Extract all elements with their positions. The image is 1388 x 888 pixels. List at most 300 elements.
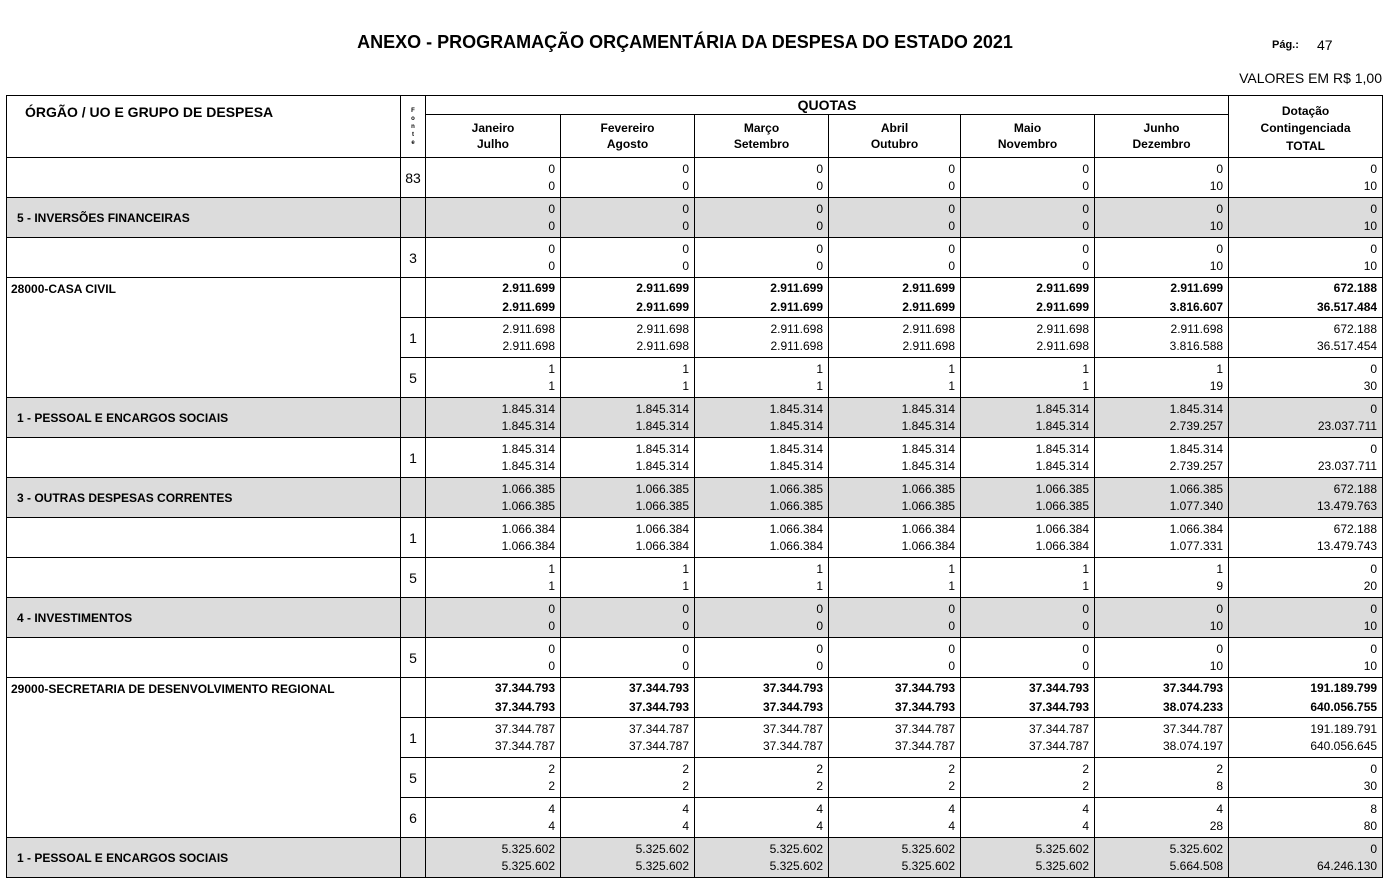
- value-top: 2: [548, 761, 555, 776]
- value-top: 2.911.699: [636, 280, 689, 295]
- value-bottom: 5.325.602: [769, 858, 823, 873]
- value-top: 37.344.787: [1162, 721, 1224, 736]
- fonte-letter: F: [411, 107, 415, 114]
- value-top: 1: [816, 361, 823, 376]
- quota-cell: [426, 158, 561, 198]
- month-top: Maio: [1013, 121, 1042, 135]
- value-top: 1: [548, 561, 555, 576]
- value-top: 0: [548, 241, 555, 256]
- value-bottom: 37.344.787: [494, 738, 555, 753]
- value-bottom: 37.344.793: [894, 699, 955, 714]
- quota-cell: [695, 198, 829, 238]
- value-top: 0: [1370, 601, 1378, 616]
- value-top: 672.188: [1333, 481, 1378, 496]
- row-label-empty: [7, 358, 401, 398]
- value-bottom: 3.816.607: [1169, 299, 1224, 314]
- quota-cell: [961, 758, 1095, 798]
- quota-cell: [426, 558, 561, 598]
- quota-cell: [695, 798, 829, 838]
- value-top: 4: [816, 801, 823, 816]
- value-top: 0: [682, 161, 689, 176]
- value-top: 0: [816, 161, 823, 176]
- header-month-1: [426, 115, 561, 158]
- value-top: 37.344.793: [494, 680, 555, 695]
- value-top: 2.911.698: [1170, 321, 1224, 336]
- value-bottom: 19: [1209, 378, 1224, 393]
- value-bottom: 1: [1082, 378, 1089, 393]
- quota-cell: [426, 398, 561, 438]
- value-top: 0: [948, 601, 955, 616]
- value-bottom: 5.664.508: [1169, 858, 1224, 873]
- month-bottom: Outubro: [870, 137, 919, 151]
- value-bottom: 2.911.699: [1036, 299, 1089, 314]
- row-fonte: 5: [401, 638, 426, 678]
- value-bottom: 10: [1363, 178, 1378, 193]
- quota-cell: [426, 198, 561, 238]
- value-bottom: 30: [1363, 778, 1378, 793]
- month-bottom: Setembro: [733, 137, 790, 151]
- value-bottom: 1.066.385: [901, 498, 955, 513]
- row-fonte: [401, 598, 426, 638]
- value-top: 0: [1216, 641, 1224, 656]
- value-bottom: 1: [816, 378, 823, 393]
- value-top: 1.066.384: [901, 521, 955, 536]
- row-label-empty: [7, 158, 401, 198]
- quota-cell: [695, 558, 829, 598]
- value-bottom: 0: [816, 658, 823, 673]
- quota-cell: [426, 638, 561, 678]
- budget-table: [6, 95, 1383, 878]
- value-bottom: 10: [1363, 658, 1378, 673]
- table-row: [7, 318, 1383, 358]
- value-top: 4: [1216, 801, 1224, 816]
- value-top: 1: [548, 361, 555, 376]
- quota-cell: [829, 798, 961, 838]
- row-label: 5 - INVERSÕES FINANCEIRAS: [7, 198, 401, 238]
- table-row: [7, 438, 1383, 478]
- quota-cell: [1095, 838, 1229, 878]
- quota-cell: [961, 198, 1095, 238]
- value-top: 0: [1216, 601, 1224, 616]
- page-number: 47: [1317, 37, 1333, 53]
- header-month-2: [561, 115, 695, 158]
- value-bottom: 2.911.698: [902, 338, 955, 353]
- value-top: 2.911.699: [1036, 280, 1089, 295]
- row-fonte: 5: [401, 558, 426, 598]
- value-bottom: 1.845.314: [769, 418, 823, 433]
- quota-cell: [561, 518, 695, 558]
- quota-cell: [1095, 798, 1229, 838]
- value-top: 5.325.602: [769, 841, 823, 856]
- dotacao-cell: [1229, 358, 1383, 398]
- value-bottom: 2: [682, 778, 689, 793]
- header-fonte: [401, 96, 426, 158]
- page-label: Pág.:: [1272, 39, 1299, 51]
- value-bottom: 2.911.698: [502, 338, 555, 353]
- dotacao-cell: [1229, 798, 1383, 838]
- quota-cell: [695, 238, 829, 278]
- value-bottom: 4: [548, 818, 555, 833]
- value-bottom: 37.344.793: [762, 699, 823, 714]
- value-top: 1.066.384: [635, 521, 689, 536]
- quota-cell: [961, 638, 1095, 678]
- value-bottom: 0: [548, 618, 555, 633]
- quota-cell: [961, 278, 1095, 318]
- value-top: 0: [1082, 161, 1089, 176]
- quota-cell: [961, 318, 1095, 358]
- value-bottom: 80: [1363, 818, 1378, 833]
- value-top: 0: [548, 601, 555, 616]
- quota-cell: [1095, 198, 1229, 238]
- value-bottom: 2.911.698: [770, 338, 823, 353]
- value-top: 2.911.698: [1036, 321, 1089, 336]
- month-bottom: Novembro: [997, 137, 1058, 151]
- value-top: 5.325.602: [635, 841, 689, 856]
- value-top: 2: [816, 761, 823, 776]
- row-fonte: 5: [401, 358, 426, 398]
- value-top: 1: [682, 361, 689, 376]
- value-bottom: 2.911.699: [902, 299, 955, 314]
- row-fonte: 1: [401, 318, 426, 358]
- value-top: 672.188: [1333, 521, 1378, 536]
- value-bottom: 0: [682, 258, 689, 273]
- value-bottom: 2.911.698: [636, 338, 689, 353]
- value-top: 2.911.698: [902, 321, 955, 336]
- value-top: 0: [948, 161, 955, 176]
- quota-cell: [961, 358, 1095, 398]
- value-bottom: 2: [816, 778, 823, 793]
- quota-cell: [561, 478, 695, 518]
- value-bottom: 28: [1209, 818, 1224, 833]
- quota-cell: [961, 838, 1095, 878]
- value-bottom: 8: [1216, 778, 1224, 793]
- value-top: 1.066.385: [501, 481, 555, 496]
- value-bottom: 37.344.793: [1028, 699, 1089, 714]
- table-row: [7, 398, 1383, 438]
- quota-cell: [561, 678, 695, 718]
- table-row: [7, 838, 1383, 878]
- value-bottom: 0: [948, 218, 955, 233]
- value-bottom: 1.845.314: [1035, 458, 1089, 473]
- value-bottom: 2.911.699: [636, 299, 689, 314]
- value-top: 0: [1370, 641, 1378, 656]
- dotacao-cell: [1229, 438, 1383, 478]
- quota-cell: [829, 318, 961, 358]
- quota-cell: [695, 758, 829, 798]
- table-row: [7, 158, 1383, 198]
- value-bottom: 38.074.197: [1162, 738, 1224, 753]
- quota-cell: [426, 238, 561, 278]
- value-bottom: 5.325.602: [901, 858, 955, 873]
- row-fonte: 6: [401, 798, 426, 838]
- quota-cell: [1095, 278, 1229, 318]
- row-label-empty: [7, 798, 401, 838]
- quota-cell: [961, 158, 1095, 198]
- value-top: 0: [1370, 841, 1378, 856]
- value-top: 1.066.384: [1169, 521, 1224, 536]
- value-top: 0: [548, 161, 555, 176]
- value-bottom: 0: [948, 258, 955, 273]
- value-top: 37.344.787: [494, 721, 555, 736]
- value-top: 0: [948, 201, 955, 216]
- row-label-empty: [7, 438, 401, 478]
- quota-cell: [561, 198, 695, 238]
- quota-cell: [961, 678, 1095, 718]
- quota-cell: [695, 638, 829, 678]
- quota-cell: [1095, 598, 1229, 638]
- table-row: [7, 798, 1383, 838]
- value-top: 2.911.698: [636, 321, 689, 336]
- value-bottom: 2: [1082, 778, 1089, 793]
- value-bottom: 0: [1082, 258, 1089, 273]
- value-top: 0: [682, 241, 689, 256]
- quota-cell: [829, 518, 961, 558]
- value-top: 1.845.314: [1035, 441, 1089, 456]
- value-top: 0: [1216, 161, 1224, 176]
- value-top: 1.845.314: [901, 401, 955, 416]
- table-row: [7, 598, 1383, 638]
- quota-cell: [426, 478, 561, 518]
- value-top: 37.344.787: [762, 721, 823, 736]
- dotacao-cell: [1229, 758, 1383, 798]
- value-top: 37.344.787: [894, 721, 955, 736]
- header-month-6: [1095, 115, 1229, 158]
- quota-cell: [695, 358, 829, 398]
- quota-cell: [1095, 318, 1229, 358]
- value-top: 0: [1370, 201, 1378, 216]
- fonte-letter: n: [411, 123, 415, 130]
- value-bottom: 2.911.699: [502, 299, 555, 314]
- dotacao-cell: [1229, 238, 1383, 278]
- value-top: 0: [1082, 241, 1089, 256]
- quota-cell: [1095, 438, 1229, 478]
- value-top: 4: [682, 801, 689, 816]
- value-top: 4: [1082, 801, 1089, 816]
- value-top: 37.344.793: [894, 680, 955, 695]
- quota-cell: [561, 318, 695, 358]
- row-fonte: 3: [401, 238, 426, 278]
- row-label: 4 - INVESTIMENTOS: [7, 598, 401, 638]
- quota-cell: [1095, 158, 1229, 198]
- quota-cell: [426, 598, 561, 638]
- value-top: 1.845.314: [635, 401, 689, 416]
- quota-cell: [829, 598, 961, 638]
- value-bottom: 23.037.711: [1317, 418, 1378, 433]
- value-bottom: 1.066.384: [769, 538, 823, 553]
- value-bottom: 36.517.454: [1316, 338, 1378, 353]
- quota-cell: [561, 598, 695, 638]
- quota-cell: [426, 518, 561, 558]
- value-top: 2.911.699: [1170, 280, 1224, 295]
- header-dotacao: [1229, 96, 1383, 158]
- value-bottom: 37.344.793: [628, 699, 689, 714]
- value-bottom: 64.246.130: [1316, 858, 1378, 873]
- quota-cell: [561, 358, 695, 398]
- value-bottom: 0: [682, 618, 689, 633]
- dotacao-cell: [1229, 478, 1383, 518]
- table-row: [7, 358, 1383, 398]
- value-top: 5.325.602: [901, 841, 955, 856]
- currency-note: VALORES EM R$ 1,00: [1239, 70, 1382, 86]
- value-top: 1.845.314: [635, 441, 689, 456]
- value-top: 1.845.314: [901, 441, 955, 456]
- value-bottom: 10: [1363, 618, 1378, 633]
- value-bottom: 0: [682, 218, 689, 233]
- value-bottom: 0: [682, 658, 689, 673]
- quota-cell: [561, 798, 695, 838]
- quota-cell: [695, 398, 829, 438]
- quota-cell: [561, 638, 695, 678]
- dotacao-cell: [1229, 638, 1383, 678]
- table-row: [7, 478, 1383, 518]
- value-bottom: 1.845.314: [635, 458, 689, 473]
- quota-cell: [829, 238, 961, 278]
- dotacao-line: Dotação: [1281, 104, 1330, 118]
- row-label-empty: [7, 238, 401, 278]
- value-top: 8: [1370, 801, 1378, 816]
- value-bottom: 13.479.763: [1316, 498, 1378, 513]
- row-fonte: [401, 278, 426, 318]
- value-top: 0: [682, 601, 689, 616]
- row-fonte: 1: [401, 518, 426, 558]
- value-bottom: 1: [816, 578, 823, 593]
- quota-cell: [1095, 478, 1229, 518]
- value-bottom: 5.325.602: [501, 858, 555, 873]
- value-top: 0: [1082, 601, 1089, 616]
- value-bottom: 2.911.699: [770, 299, 823, 314]
- quota-cell: [426, 798, 561, 838]
- value-top: 2.911.699: [902, 280, 955, 295]
- value-bottom: 10: [1209, 178, 1224, 193]
- value-top: 1.066.385: [1169, 481, 1224, 496]
- quota-cell: [961, 478, 1095, 518]
- value-bottom: 23.037.711: [1317, 458, 1378, 473]
- row-label-empty: [7, 758, 401, 798]
- quota-cell: [695, 438, 829, 478]
- quota-cell: [829, 198, 961, 238]
- quota-cell: [829, 758, 961, 798]
- value-top: 1.066.384: [769, 521, 823, 536]
- value-top: 1.845.314: [1169, 401, 1224, 416]
- month-top: Abril: [880, 121, 909, 135]
- value-bottom: 1: [1082, 578, 1089, 593]
- quota-cell: [426, 278, 561, 318]
- quota-cell: [561, 158, 695, 198]
- quota-cell: [561, 278, 695, 318]
- value-top: 0: [816, 601, 823, 616]
- value-top: 1.845.314: [769, 401, 823, 416]
- value-bottom: 4: [682, 818, 689, 833]
- row-label-empty: [7, 638, 401, 678]
- value-bottom: 2.739.257: [1169, 418, 1224, 433]
- value-top: 0: [1216, 201, 1224, 216]
- value-bottom: 4: [816, 818, 823, 833]
- row-fonte: [401, 678, 426, 718]
- value-bottom: 0: [948, 658, 955, 673]
- quota-cell: [426, 438, 561, 478]
- value-top: 1.066.385: [1035, 481, 1089, 496]
- dotacao-cell: [1229, 518, 1383, 558]
- value-top: 1.845.314: [1035, 401, 1089, 416]
- quota-cell: [1095, 678, 1229, 718]
- row-label-empty: [7, 318, 401, 358]
- row-fonte: [401, 478, 426, 518]
- header-month-3: [695, 115, 829, 158]
- value-top: 0: [1370, 161, 1378, 176]
- value-top: 0: [1082, 641, 1089, 656]
- value-top: 1.845.314: [501, 401, 555, 416]
- value-top: 1: [1082, 361, 1089, 376]
- quota-cell: [1095, 758, 1229, 798]
- row-fonte: 5: [401, 758, 426, 798]
- quota-cell: [561, 238, 695, 278]
- value-bottom: 1.845.314: [769, 458, 823, 473]
- quota-cell: [829, 358, 961, 398]
- value-bottom: 10: [1209, 258, 1224, 273]
- quota-cell: [561, 718, 695, 758]
- value-top: 37.344.787: [1028, 721, 1089, 736]
- value-bottom: 1.066.384: [901, 538, 955, 553]
- quota-cell: [961, 558, 1095, 598]
- value-bottom: 1: [948, 378, 955, 393]
- value-top: 2.911.699: [502, 280, 555, 295]
- value-bottom: 1: [682, 578, 689, 593]
- quota-cell: [829, 558, 961, 598]
- value-top: 672.188: [1333, 280, 1378, 295]
- value-bottom: 1.845.314: [501, 458, 555, 473]
- quota-cell: [961, 798, 1095, 838]
- value-bottom: 37.344.787: [628, 738, 689, 753]
- month-bottom: Dezembro: [1132, 137, 1191, 151]
- value-top: 0: [1370, 761, 1378, 776]
- value-bottom: 1.845.314: [635, 418, 689, 433]
- value-bottom: 0: [816, 178, 823, 193]
- row-fonte: [401, 838, 426, 878]
- fonte-letter: t: [412, 131, 414, 138]
- dotacao-cell: [1229, 318, 1383, 358]
- quota-cell: [829, 478, 961, 518]
- value-bottom: 0: [1082, 178, 1089, 193]
- row-label: 3 - OUTRAS DESPESAS CORRENTES: [7, 478, 401, 518]
- quota-cell: [829, 638, 961, 678]
- quota-cell: [1095, 398, 1229, 438]
- value-top: 1.066.384: [1035, 521, 1089, 536]
- row-fonte: 1: [401, 438, 426, 478]
- value-top: 0: [1216, 241, 1224, 256]
- dotacao-cell: [1229, 398, 1383, 438]
- value-bottom: 1: [948, 578, 955, 593]
- value-bottom: 37.344.787: [1028, 738, 1089, 753]
- row-label: 1 - PESSOAL E ENCARGOS SOCIAIS: [7, 398, 401, 438]
- value-bottom: 1: [682, 378, 689, 393]
- value-bottom: 0: [1082, 658, 1089, 673]
- value-bottom: 1.066.385: [769, 498, 823, 513]
- value-bottom: 640.056.645: [1310, 738, 1378, 753]
- value-top: 0: [948, 241, 955, 256]
- quota-cell: [961, 518, 1095, 558]
- value-top: 0: [682, 201, 689, 216]
- value-bottom: 2: [548, 778, 555, 793]
- dotacao-cell: [1229, 278, 1383, 318]
- dotacao-line: TOTAL: [1286, 139, 1325, 153]
- row-fonte: 83: [401, 158, 426, 198]
- quota-cell: [695, 158, 829, 198]
- value-bottom: 37.344.787: [762, 738, 823, 753]
- value-top: 0: [682, 641, 689, 656]
- value-top: 1: [1216, 361, 1224, 376]
- value-bottom: 1.066.384: [635, 538, 689, 553]
- value-bottom: 2: [948, 778, 955, 793]
